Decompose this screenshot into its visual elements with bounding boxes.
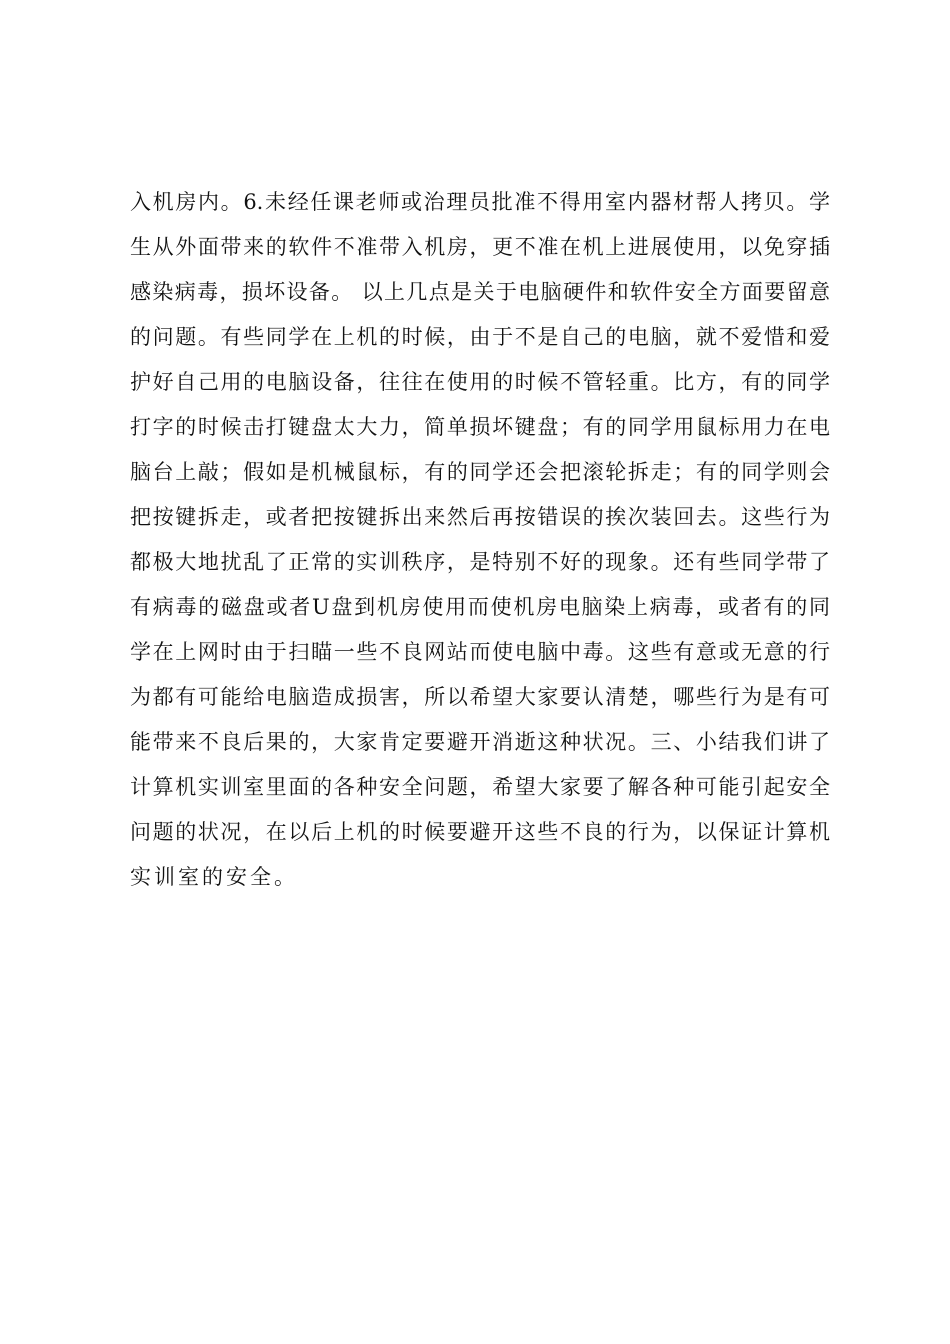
text-line: 有病毒的磁盘或者U盘到机房使用而使机房电脑染上病毒，或者有的同 [130, 595, 830, 619]
text-line: 打字的时候击打键盘太大力，简单损坏键盘；有的同学用鼠标用力在电 [130, 415, 830, 439]
text-line: 问题的状况，在以后上机的时候要避开这些不良的行为，以保证计算机 [130, 820, 830, 844]
body-paragraph [130, 180, 830, 900]
text-line: 学在上网时由于扫瞄一些不良网站而使电脑中毒。这些有意或无意的行 [130, 640, 830, 664]
text-line: 护好自己用的电脑设备，往往在使用的时候不管轻重。比方，有的同学 [130, 370, 830, 394]
text-line: 感染病毒，损坏设备。 以上几点是关于电脑硬件和软件安全方面要留意 [130, 280, 830, 304]
text-line: 都极大地扰乱了正常的实训秩序，是特别不好的现象。还有些同学带了 [130, 550, 830, 574]
text-line: 把按键拆走，或者把按键拆出来然后再按错误的挨次装回去。这些行为 [130, 505, 830, 529]
text-line: 能带来不良后果的，大家肯定要避开消逝这种状况。三、小结我们讲了 [130, 730, 830, 754]
text-line: 为都有可能给电脑造成损害，所以希望大家要认清楚，哪些行为是有可 [130, 685, 830, 709]
text-line: 计算机实训室里面的各种安全问题，希望大家要了解各种可能引起安全 [130, 775, 830, 799]
text-line: 入机房内。6.未经任课老师或治理员批准不得用室内器材帮人拷贝。学 [130, 190, 830, 214]
text-line: 生从外面带来的软件不准带入机房，更不准在机上进展使用，以免穿插 [130, 235, 830, 259]
text-line-last: 实训室的安全。 [130, 865, 298, 889]
text-line: 的问题。有些同学在上机的时候，由于不是自己的电脑，就不爱惜和爱 [130, 325, 830, 349]
text-line: 脑台上敲；假如是机械鼠标，有的同学还会把滚轮拆走；有的同学则会 [130, 460, 830, 484]
